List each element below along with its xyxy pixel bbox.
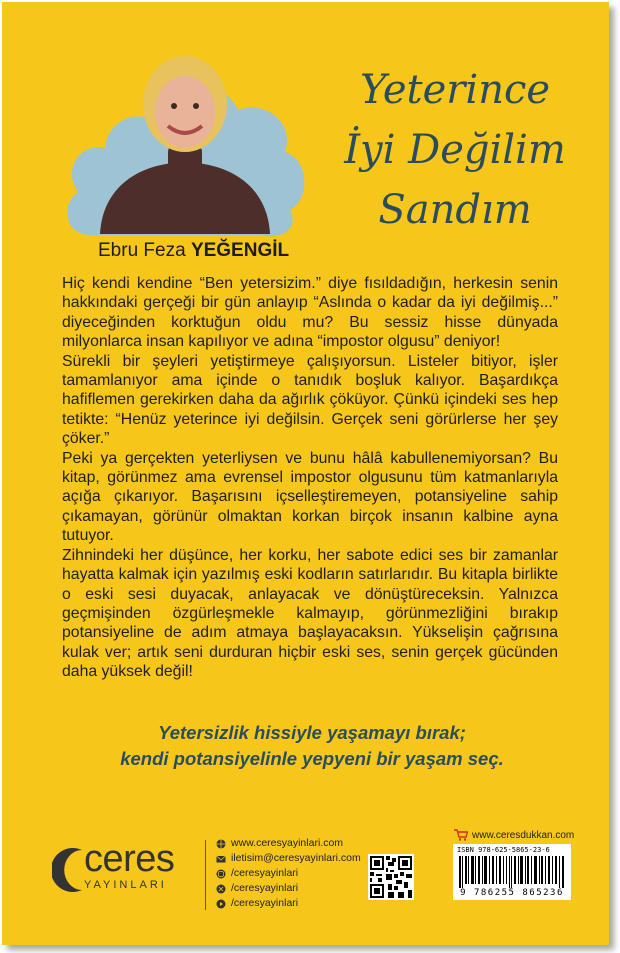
shop-link[interactable] <box>454 829 574 841</box>
barcode-number: 9 786255 865236 <box>460 888 564 898</box>
contact-text: iletisim@ceresyayinlari.com <box>231 852 361 864</box>
blurb-text <box>62 274 558 682</box>
publisher-contacts <box>216 836 361 911</box>
title-line-2: İyi Değilim <box>344 127 566 173</box>
globe-icon <box>216 839 226 849</box>
barcode <box>453 844 571 900</box>
book-back-cover <box>2 2 609 945</box>
blurb-paragraph: Zihnindeki her düşünce, her korku, her sabote edici ses bir zamanlar hayatta kalmak için yazılmış eski kodların satırlarıdır. Bu kitapla birlikte o eski sesi duyacak, anlayacak ve dönüştüreceksin. Yalnızca geçmişinden özgürleşmekle kalmayıp, görünmezliğini bırakıp potansiyeline de adım atmaya başlayacaksın. Yükselişin çağrısına kulak ver; artık seni durduran hiçbir eski ses, senin gerçek gücünden daha yüksek değil! <box>62 546 558 681</box>
tagline <box>42 720 582 772</box>
title-line-1: Yeterince <box>359 67 551 113</box>
twitter-icon <box>216 884 226 894</box>
book-title <box>320 60 590 240</box>
author-photo <box>90 44 280 234</box>
contact-text: www.ceresyayinlari.com <box>231 837 344 849</box>
contact-text: /ceresyayinlari <box>231 867 299 879</box>
qr-code-icon <box>368 854 414 900</box>
shop-url: www.ceresdukkan.com <box>472 829 575 841</box>
author-last-name: YEĞENGİL <box>190 240 290 261</box>
contact-email[interactable] <box>216 851 361 866</box>
blurb-paragraph: Hiç kendi kendine “Ben yetersizim.” diye fısıldadığın, herkesin senin hakkındaki gerçeği bir gün anlayıp “Aslında o kadar da iyi değilmiş...” diyeceğinden korktuğun oldu mu? Bu sessiz hisse dünyada milyonlarca insan kapılıyor ve adına “impostor olgusu” deniyor! <box>62 275 558 351</box>
author-name <box>98 240 289 262</box>
publisher-subtitle: YAYINLARI <box>84 879 167 891</box>
contact-text: /ceresyayinlari <box>231 882 299 894</box>
contact-youtube[interactable] <box>216 896 361 911</box>
contact-website[interactable] <box>216 836 361 851</box>
cart-icon <box>454 829 468 841</box>
barcode-bars-icon <box>459 856 565 888</box>
isbn-label: ISBN 978-625-5865-23-6 <box>457 846 550 854</box>
blurb-paragraph: Sürekli bir şeyleri yetiştirmeye çalışıyorsun. Listeler bitiyor, işler tamamlanıyor ama içinde o tanıdık boşluk kalıyor. Başardıkça hafiflemen gerekirken daha da ağırlık çöküyor. Çünkü içindeki ses hep tetikte: “Henüz yeterince iyi değilsin. Gerçek seni görürlerse her şey çöker.” <box>62 352 558 448</box>
author-first-name: Ebru Feza <box>98 240 186 261</box>
contact-twitter[interactable] <box>216 881 361 896</box>
youtube-icon <box>216 899 226 909</box>
tagline-line-2: kendi potansiyelinle yepyeni bir yaşam seç. <box>120 748 504 769</box>
divider <box>205 840 206 910</box>
instagram-icon <box>216 869 226 879</box>
title-line-3: Sandım <box>378 187 532 233</box>
contact-text: /ceresyayinlari <box>231 897 299 909</box>
blurb-paragraph: Peki ya gerçekten yeterliysen ve bunu hâlâ kabullenemiyorsan? Bu kitap, görünmez ama evrensel impostor olgusunu tüm katmanlarıyla açığa çıkarıyor. Başarısını içselleştiremeyen, potansiyeline sahip çıkamayan, görünür olmaktan korkan birçok insanın kalbine ayna tutuyor. <box>62 449 558 545</box>
contact-instagram[interactable] <box>216 866 361 881</box>
mail-icon <box>216 854 226 864</box>
tagline-line-1: Yetersizlik hissiyle yaşamayı bırak; <box>158 722 466 743</box>
publisher-name: ceres <box>84 838 175 880</box>
